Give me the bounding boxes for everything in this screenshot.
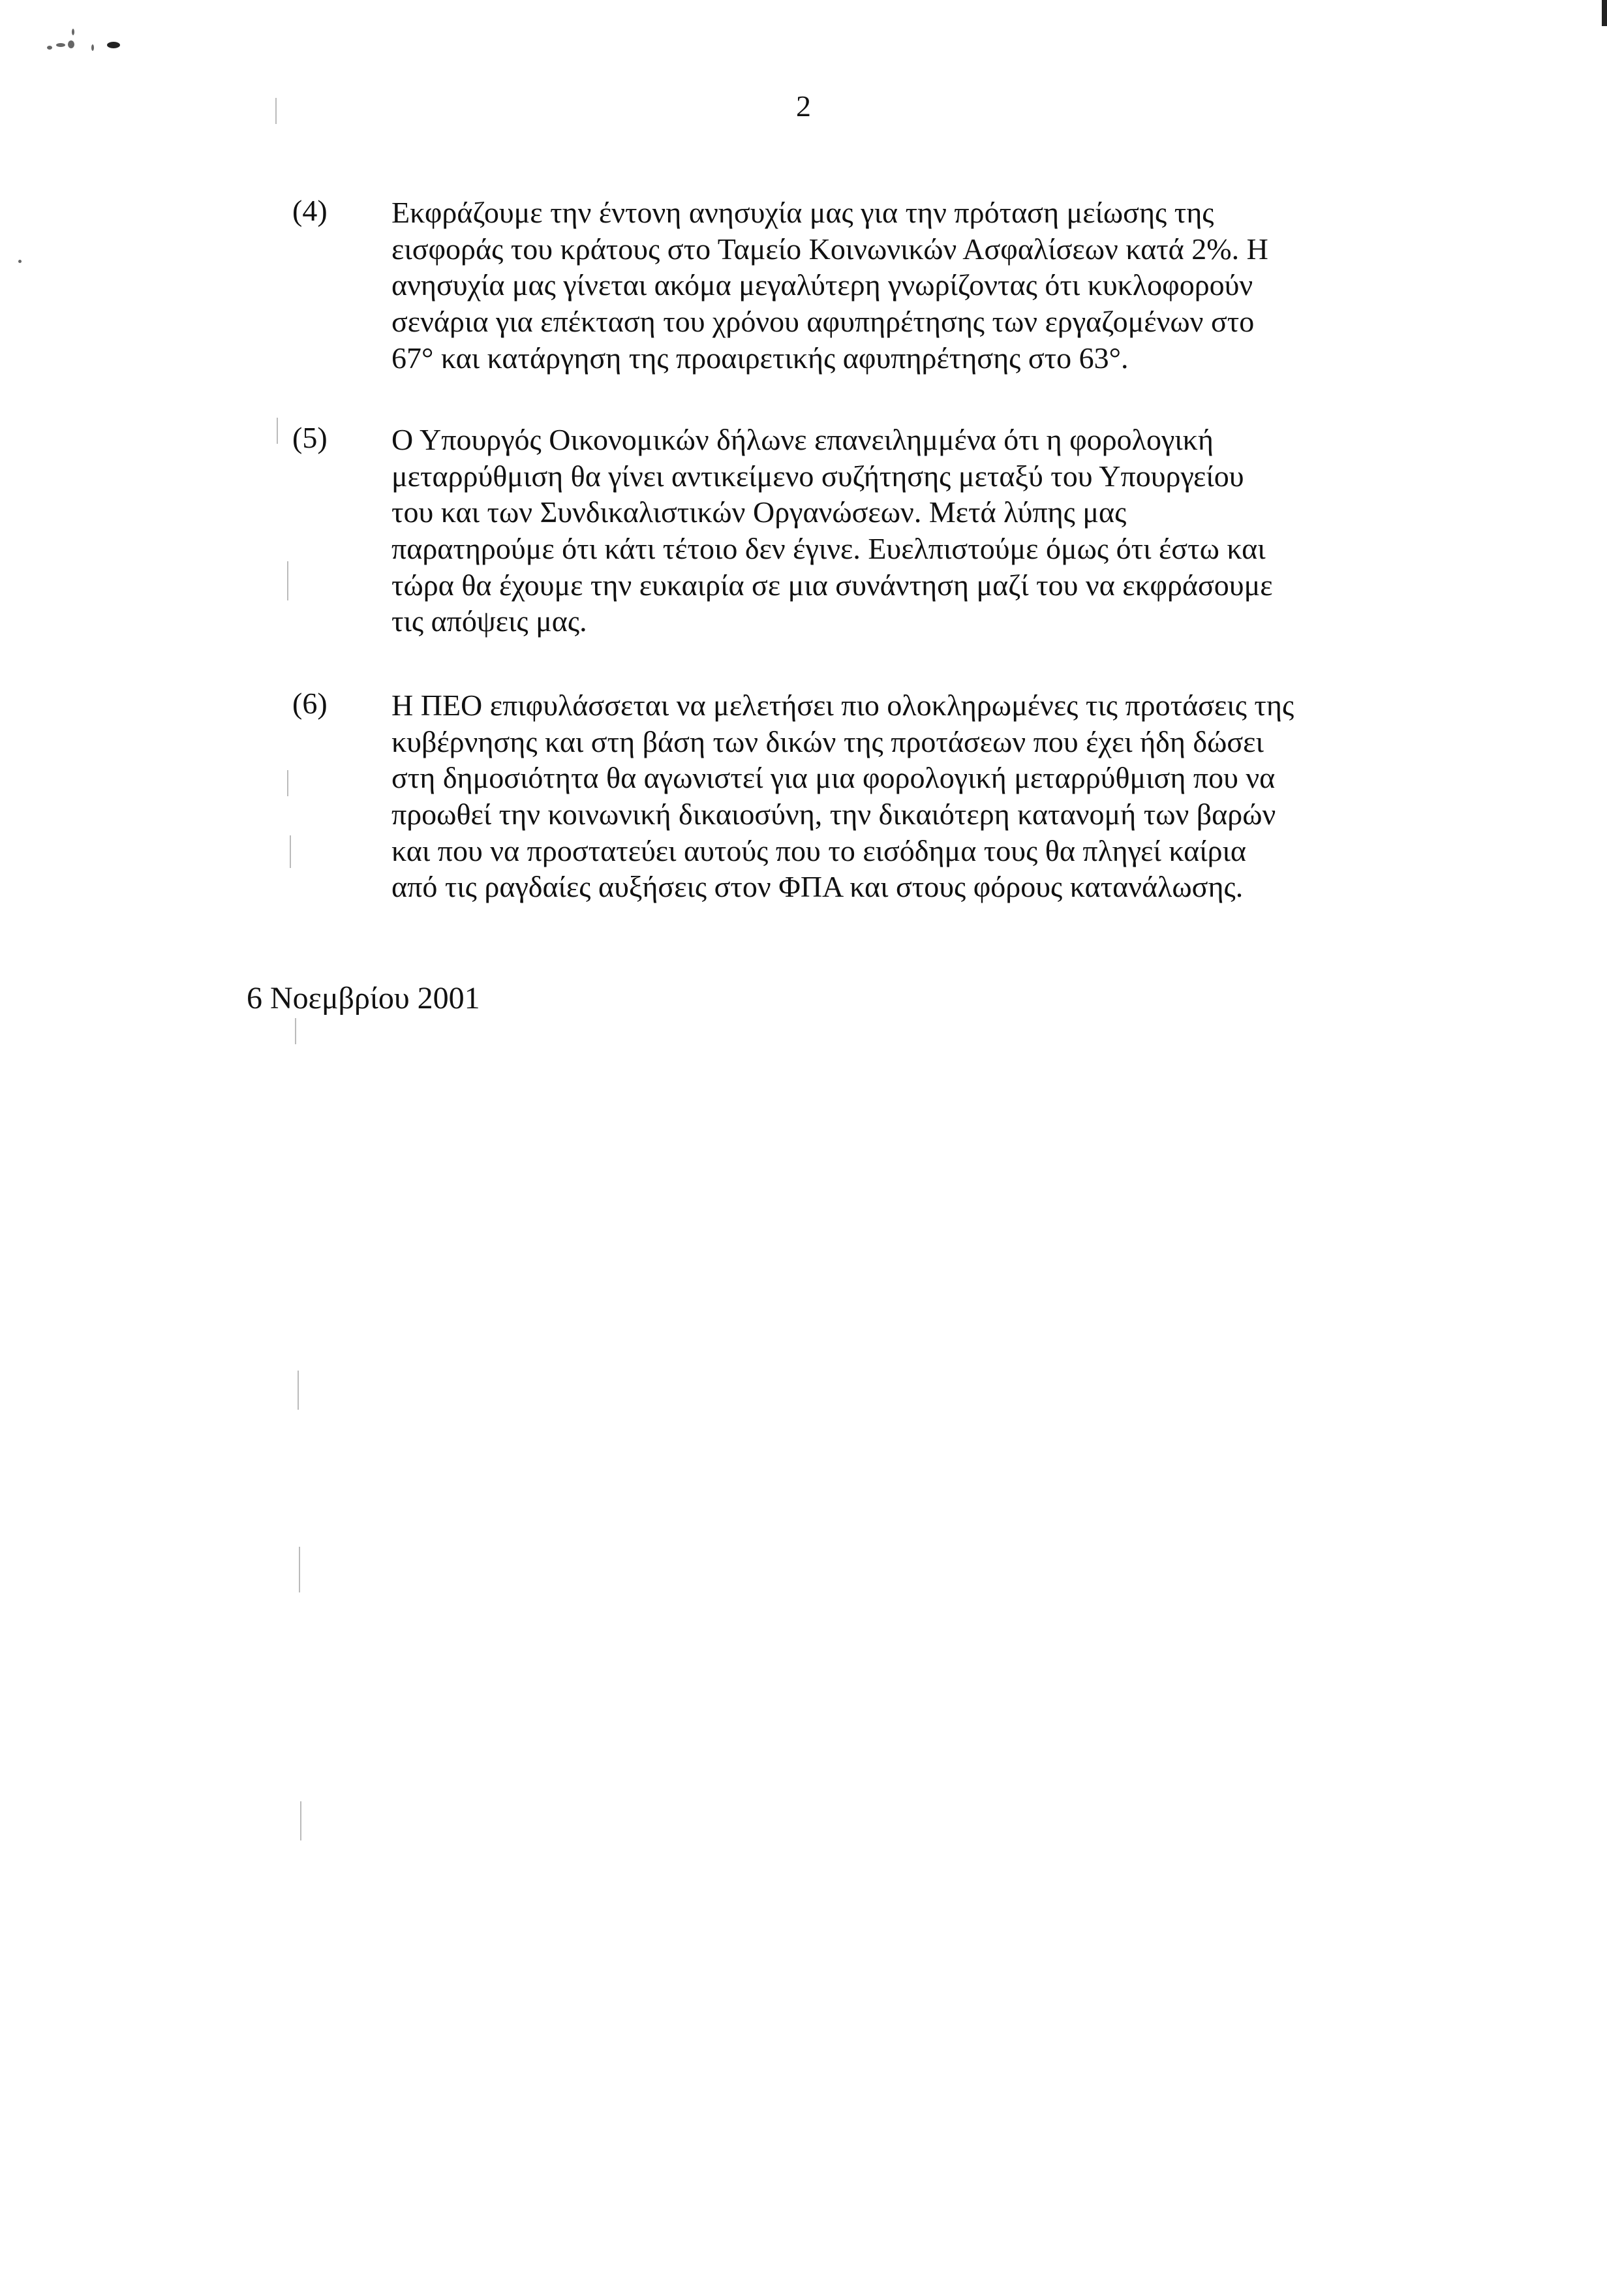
scan-artifact: [39, 26, 170, 65]
scan-speck: [18, 260, 22, 263]
paragraph-text: Η ΠΕΟ επιφυλάσσεται να μελετήσει πιο ολοκληρωμένες τις προτάσεις της κυβέρνησης και στη βάση των δικών της προτάσεων που έχει ήδη δώσει στη δημοσιότητα θα αγωνιστεί για μια φορολογική μεταρρύθμιση που να προωθεί την κοινωνική δικαιοσύνη, την δικαιότερη κατανομή των βαρών και που να προστατεύει αυτούς που το εισόδημα τους θα πληγεί καίρια από τις ραγδαίες αυξήσεις στον ΦΠΑ και στους φόρους κατανάλωσης.: [391, 689, 1294, 904]
page-number: 2: [796, 89, 811, 123]
scan-edge-mark: [1602, 0, 1607, 26]
paragraph-text: Ο Υπουργός Οικονομικών δήλωνε επανειλημμένα ότι η φορολογική μεταρρύθμιση θα γίνει αντικείμενο συζήτησης μεταξύ του Υπουργείου του και των Συνδικαλιστικών Οργανώσεων. Μετά λύπης μας παρατηρούμε ότι κάτι τέτοιο δεν έγινε. Ευελπιστούμε όμως ότι έστω και τώρα θα έχουμε την ευκαιρία σε μια συνάντηση μαζί του να εκφράσουμε τις απόψεις μας.: [391, 423, 1273, 638]
scan-streak: [299, 1547, 300, 1592]
paragraph-number: (6): [292, 687, 328, 720]
scan-speck: [107, 42, 120, 48]
scan-speck: [68, 40, 74, 48]
scan-streak: [290, 835, 291, 868]
scan-streak: [287, 770, 288, 796]
scan-streak: [298, 1371, 299, 1410]
scan-streak: [300, 1801, 301, 1840]
paragraph-number: (5): [292, 421, 328, 454]
paragraph-text: Εκφράζουμε την έντονη ανησυχία μας για την πρόταση μείωσης της εισφοράς του κράτους στο Ταμείο Κοινωνικών Ασφαλίσεων κατά 2%. Η ανησυχία μας γίνεται ακόμα μεγαλύτερη γνωρίζοντας ότι κυκλοφορούν σενάρια για επέκταση του χρόνου αφυπηρέτησης των εργαζομένων στο 67° και κατάργηση της προαιρετικής αφυπηρέτησης στο 63°.: [391, 196, 1268, 375]
scan-streak: [287, 561, 288, 600]
scan-speck: [91, 44, 94, 51]
scan-streak: [277, 418, 278, 444]
scan-speck: [56, 43, 65, 47]
paragraph-number: (4): [292, 194, 328, 227]
scan-speck: [72, 29, 74, 35]
scan-streak: [275, 98, 277, 124]
document-date: 6 Νοεμβρίου 2001: [247, 981, 480, 1016]
scan-speck: [47, 46, 52, 50]
scan-streak: [295, 1018, 296, 1044]
